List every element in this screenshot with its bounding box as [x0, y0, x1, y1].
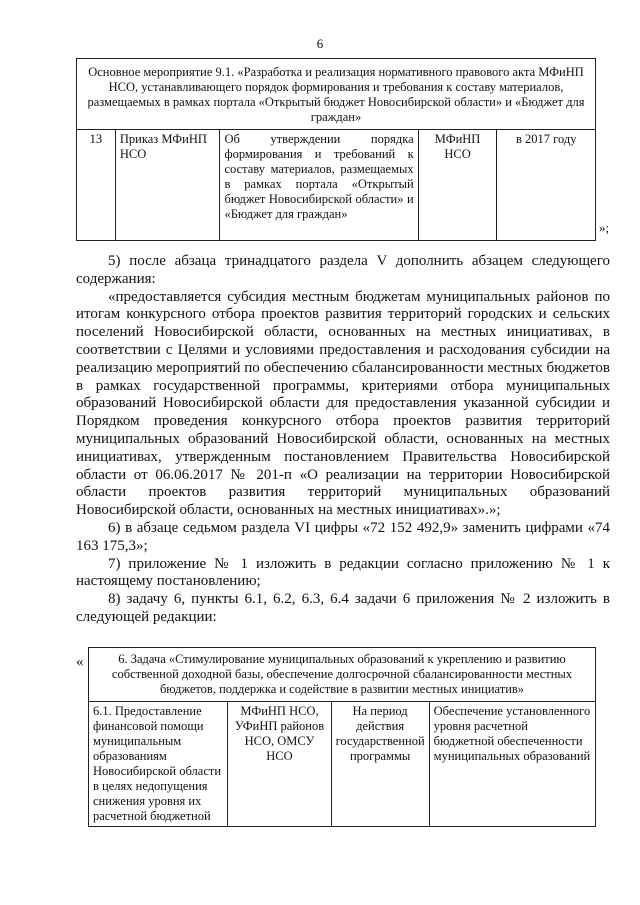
document-type: Приказ МФиНП НСО	[115, 130, 220, 241]
period: На период действия государственной программы	[331, 702, 429, 827]
row-number: 13	[77, 130, 116, 241]
amendment-text	[76, 253, 610, 627]
deadline: в 2017 году	[497, 130, 596, 241]
executors: МФиНП НСО, УФиНП районов НСО, ОМСУ НСО	[228, 702, 331, 827]
main-activity-header: Основное мероприятие 9.1. «Разработка и реализация нормативного правового акта МФиНП НСО, устанавливающего порядок формирования и требования к составу материалов, размещаемых в рамках портала «Открытый бюджет Новосибирской области» и «Бюджет для граждан»	[77, 59, 596, 130]
table-row	[89, 702, 596, 827]
paragraph-7: 7) приложение № 1 изложить в редакции согласно приложению № 1 к настоящему постановлению;	[76, 555, 610, 590]
table-header-row	[89, 648, 596, 702]
document-description: Об утверждении порядка формирования и требований к составу материалов, размещаемых в рамках портала «Открытый бюджет Новосибирской области» и «Бюджет для граждан»	[220, 130, 418, 241]
page-number: 6	[316, 36, 324, 51]
executor: МФиНП НСО	[418, 130, 497, 241]
table-header-row	[77, 59, 596, 130]
closing-quote: »;	[599, 220, 610, 235]
activities-table	[76, 58, 596, 241]
task-header: 6. Задача «Стимулирование муниципальных образований к укреплению и развитию собственной доходной базы, обеспечение долгосрочной сбалансированности местных бюджетов, поддержка и содействие в развитии местных инициатив»	[89, 648, 596, 702]
task-table	[88, 647, 596, 827]
table-row	[77, 130, 596, 241]
paragraph-5: 5) после абзаца тринадцатого раздела V дополнить абзацем следующего содержания:	[76, 253, 610, 287]
paragraph-5-insert: «предоставляется субсидия местным бюджетам муниципальных районов по итогам конкурсного отбора проектов развития территорий городских и сельских поселений Новосибирской области, основанных на местных инициативах, в соответствии с Целями и условиями предоставления и расходования субсидии на реализацию мероприятий по обеспечению сбалансированности местных бюджетов в рамках государственной программы, критериями отбора муниципальных образований Новосибирской области для предоставления указанной субсидии и Порядком проведения конкурсного отбора проектов развития территорий муниципальных образований Новосибирской области, основанных на местных инициативах, утвержденным постановлением Правительства Новосибирской области от 06.06.2017 № 201-п «О реализации на территории Новосибирской области проектов развития территорий муниципальных образований Новосибирской области, основанных на местных инициативах».»;	[76, 288, 610, 519]
expected-result: Обеспечение установленного уровня расчетной бюджетной обеспеченности муниципальных образований	[429, 702, 595, 827]
item-description: 6.1. Предоставление финансовой помощи муниципальным образованиям Новосибирской области в целях недопущения снижения уровня их расчетной бюджетной	[89, 702, 228, 827]
opening-quote: «	[76, 654, 84, 670]
paragraph-6: 6) в абзаце седьмом раздела VI цифры «72 152 492,9» заменить цифрами «74 163 175,3»;	[76, 519, 610, 554]
paragraph-8: 8) задачу 6, пункты 6.1, 6.2, 6.3, 6.4 задачи 6 приложения № 2 изложить в следующей редакции:	[76, 591, 610, 625]
